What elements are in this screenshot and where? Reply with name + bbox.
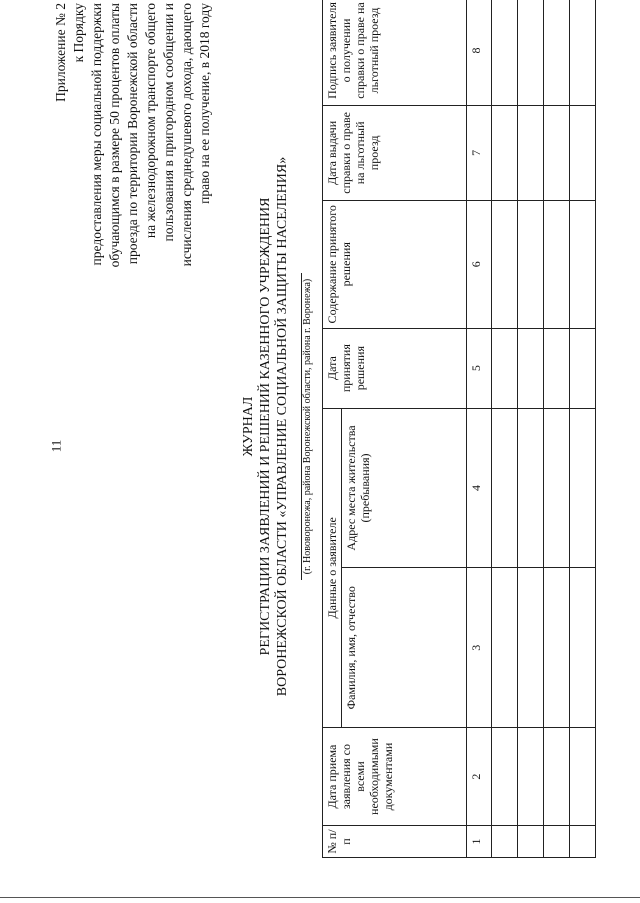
page-edge-line — [0, 897, 640, 898]
table-cell — [570, 568, 596, 728]
table-cell — [570, 728, 596, 826]
table-cell — [492, 568, 518, 728]
table-cell — [570, 408, 596, 568]
table-cell — [518, 826, 544, 858]
table-cell — [492, 826, 518, 858]
appendix-line: пользования в пригородном сообщении и — [161, 3, 176, 242]
page-number: 11 — [48, 439, 64, 453]
table-cell — [570, 105, 596, 200]
appendix-line: на железнодорожном транспорте общего — [143, 3, 158, 239]
col-decision-content-header: Содержание принятого решения — [323, 200, 467, 328]
appendix-line: к Порядку — [71, 3, 86, 63]
table-cell — [544, 105, 570, 200]
city-caption-text: (г. Нововоронежа, района Воронежской области, района г. Воронежа) — [301, 273, 313, 581]
journal-line-2: ВОРОНЕЖСКОЙ ОБЛАСТИ «УПРАВЛЕНИЕ СОЦИАЛЬНОЙ ЗАЩИТЫ НАСЕЛЕНИЯ» — [275, 156, 290, 697]
table-cell — [492, 328, 518, 408]
col-issue-date-header: Дата выдачи справки о праве на льготный проезд — [323, 105, 467, 200]
header-row — [323, 0, 342, 858]
col-full-name-header: Фамилия, имя, отчество — [342, 568, 467, 728]
city-caption — [302, 0, 313, 858]
table-row — [492, 0, 518, 858]
table-cell — [544, 826, 570, 858]
table-cell — [544, 568, 570, 728]
table-cell — [544, 408, 570, 568]
table-cell — [518, 328, 544, 408]
table-cell — [492, 408, 518, 568]
journal-line-1: РЕГИСТРАЦИИ ЗАЯВЛЕНИЙ И РЕШЕНИЙ КАЗЕННОГО УЧРЕЖДЕНИЯ — [258, 197, 273, 656]
table-cell — [492, 200, 518, 328]
col-no-header: № п/п — [323, 826, 467, 858]
table-row — [544, 0, 570, 858]
table-cell — [570, 826, 596, 858]
col-date-received-header: Дата приема заявления со всеми необходимыми документами — [323, 728, 467, 826]
appendix-line: обучающимся в размере 50 процентов оплаты — [107, 3, 122, 268]
journal-heading — [240, 0, 291, 858]
col-decision-date-header: Дата принятия решения — [323, 328, 467, 408]
column-number: 7 — [467, 105, 492, 200]
col-address-header: Адрес места жительства (пребывания) — [342, 408, 467, 568]
appendix-block — [52, 3, 214, 383]
table-cell — [492, 0, 518, 105]
table-cell — [544, 328, 570, 408]
column-number-row — [467, 0, 492, 858]
column-number: 1 — [467, 826, 492, 858]
table-cell — [544, 728, 570, 826]
table-row — [570, 0, 596, 858]
table-cell — [544, 200, 570, 328]
table-cell — [492, 728, 518, 826]
appendix-line: право на ее получение, в 2018 году — [197, 3, 212, 204]
table-row — [518, 0, 544, 858]
appendix-line: исчисления среднедушевого дохода, дающего — [179, 3, 194, 267]
col-applicant-group-header: Данные о заявителе — [323, 408, 342, 728]
column-number: 4 — [467, 408, 492, 568]
col-signature-header: Подпись заявителя о получении справки о праве на льготный проезд — [323, 0, 467, 105]
table-cell — [544, 0, 570, 105]
table-cell — [518, 408, 544, 568]
appendix-line: проезда по территории Воронежской области — [125, 3, 140, 265]
table-cell — [570, 200, 596, 328]
table-cell — [518, 200, 544, 328]
table-cell — [518, 0, 544, 105]
column-number: 3 — [467, 568, 492, 728]
column-number: 8 — [467, 0, 492, 105]
table-cell — [518, 728, 544, 826]
appendix-title: Приложение № 2 — [53, 3, 68, 102]
journal-table — [322, 0, 596, 858]
column-number: 6 — [467, 200, 492, 328]
table-cell — [518, 105, 544, 200]
journal-title: ЖУРНАЛ — [241, 396, 256, 457]
column-number: 5 — [467, 328, 492, 408]
appendix-line: предоставления меры социальной поддержки — [89, 3, 104, 266]
table-cell — [570, 0, 596, 105]
table-cell — [518, 568, 544, 728]
table-cell — [570, 328, 596, 408]
rotated-sheet — [40, 0, 640, 858]
table-cell — [492, 105, 518, 200]
column-number: 2 — [467, 728, 492, 826]
